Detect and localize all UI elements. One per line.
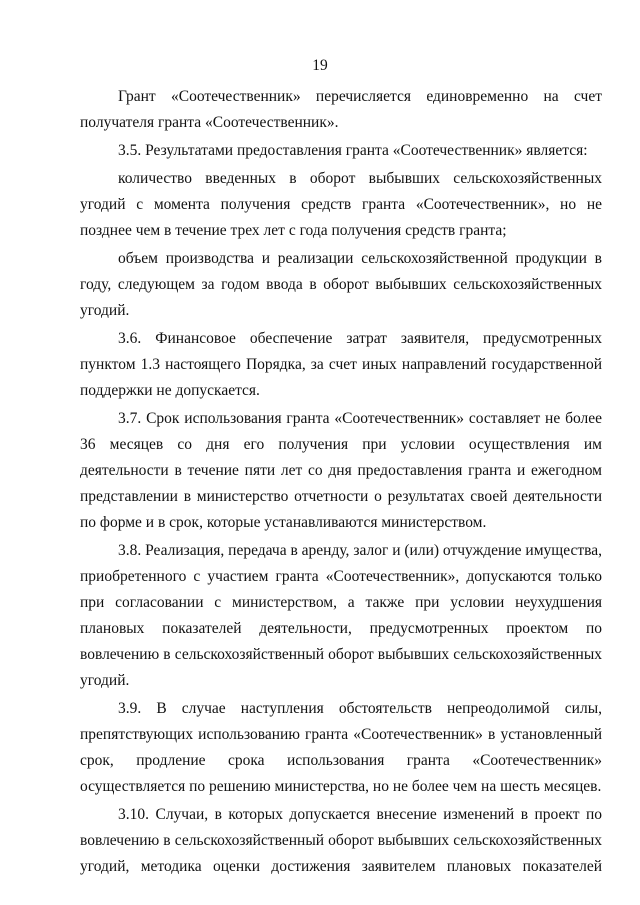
paragraph-3-7-term: 3.7. Срок использования гранта «Соотечественник» составляет не более 36 месяцев со дня его получения при условии осуществления им деятельности в течение пяти лет со дня предоставления гранта и ежегодном представлении в министерство отчетности о результатах своей деятельности по форме и в срок, которые устанавливаются министерством.	[80, 410, 602, 531]
page-number: 19	[312, 57, 328, 74]
paragraph-3-6-financing: 3.6. Финансовое обеспечение затрат заявителя, предусмотренных пунктом 1.3 настоящего Порядка, за счет иных направлений государственной поддержки не допускается.	[80, 330, 602, 399]
paragraph-3-8-property: 3.8. Реализация, передача в аренду, залог и (или) отчуждение имущества, приобретенного с участием гранта «Соотечественник», допускаются только при согласовании с министерством, а также при условии неухудшения плановых показателей деятельности, предусмотренных проектом по вовлечению в сельскохозяйственный оборот выбывших сельскохозяйственных угодий.	[80, 542, 602, 689]
paragraph-production-volume: объем производства и реализации сельскохозяйственной продукции в году, следующем за годом ввода в оборот выбывших сельскохозяйственных угодий.	[80, 250, 602, 319]
paragraph-3-9-force-majeure: 3.9. В случае наступления обстоятельств непреодолимой силы, препятствующих использованию гранта «Соотечественник» в установленный срок, продление срока использования гранта «Соотечественник» осуществляется по решению министерства, но не более чем на шесть месяцев.	[80, 700, 602, 795]
document-body	[80, 84, 602, 882]
paragraph-3-10-changes: 3.10. Случаи, в которых допускается внесение изменений в проект по вовлечению в сельскохозяйственный оборот выбывших сельскохозяйственных угодий, методика оценки достижения заявителем плановых показателей	[80, 806, 602, 875]
paragraph-land-count: количество введенных в оборот выбывших сельскохозяйственных угодий с момента получения средств гранта «Соотечественник», но не позднее чем в течение трех лет с года получения средств гранта;	[80, 170, 602, 239]
paragraph-grant-transfer: Грант «Соотечественник» перечисляется единовременно на счет получателя гранта «Соотечественник».	[80, 88, 602, 131]
paragraph-3-5-results: 3.5. Результатами предоставления гранта «Соотечественник» является:	[118, 142, 588, 159]
